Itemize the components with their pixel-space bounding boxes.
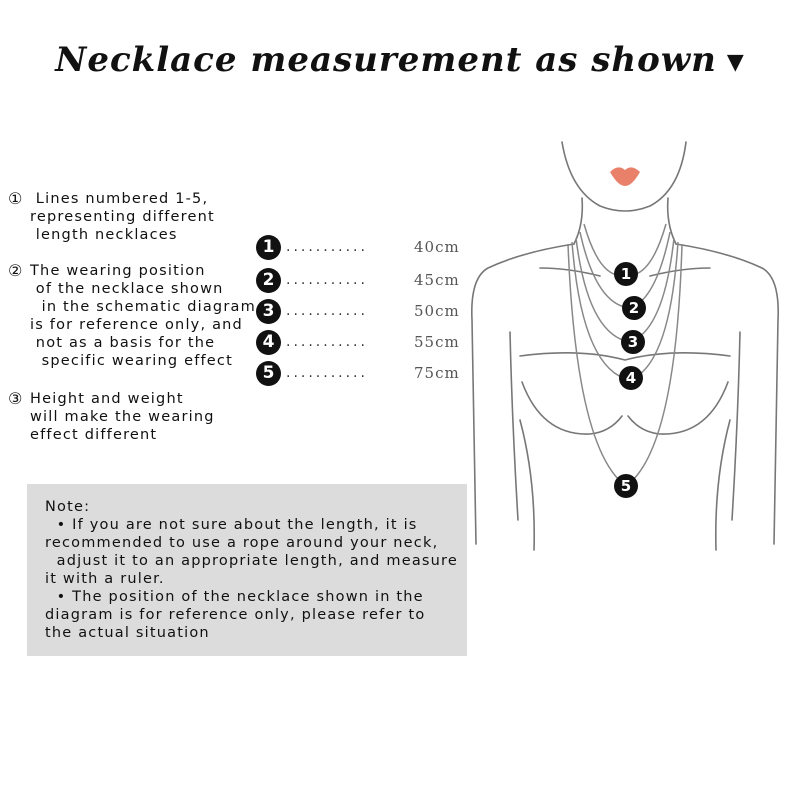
lips <box>610 167 640 186</box>
legend-dots-4: ........... <box>286 334 368 350</box>
info-text-1: Lines numbered 1-5, representing different length necklaces <box>30 191 215 243</box>
info-item-2 <box>8 262 256 370</box>
legend-row-40cm <box>256 235 466 261</box>
legend-dots-3: ........... <box>286 303 368 319</box>
info-item-1 <box>8 190 215 244</box>
info-number-1: ① <box>8 189 24 208</box>
shoulder-right <box>676 244 778 544</box>
figure-label-1: 1 <box>614 262 638 286</box>
armpit-right <box>732 332 740 520</box>
legend-number-5: 5 <box>256 361 281 386</box>
figure-label-2: 2 <box>622 296 646 320</box>
legend-length-1: 40cm <box>414 238 460 256</box>
legend-row-55cm <box>256 330 466 356</box>
legend-dots-2: ........... <box>286 272 368 288</box>
waist-left <box>520 420 534 550</box>
legend-number-2: 2 <box>256 268 281 293</box>
legend-length-2: 45cm <box>414 271 460 289</box>
info-text-2: The wearing position of the necklace shown in the schematic diagram is for reference only, and not as a basis for the specific wearing effect <box>30 263 256 369</box>
legend-row-50cm <box>256 299 466 325</box>
legend-number-3: 3 <box>256 299 281 324</box>
armpit-left <box>510 332 518 520</box>
legend-row-45cm <box>256 268 466 294</box>
info-item-3 <box>8 390 215 444</box>
necklace-50cm <box>576 238 674 342</box>
down-arrow-icon: ▼ <box>726 49 745 75</box>
legend-length-4: 55cm <box>414 333 460 351</box>
page-title <box>0 40 800 80</box>
top-line <box>520 353 730 360</box>
legend-dots-5: ........... <box>286 365 368 381</box>
info-number-3: ③ <box>8 389 24 408</box>
breast-right <box>628 382 728 434</box>
shoulder-left <box>472 244 574 544</box>
legend-length-5: 75cm <box>414 364 460 382</box>
note-box <box>27 484 467 656</box>
figure-label-5: 5 <box>614 474 638 498</box>
waist-right <box>716 420 730 550</box>
title-text: Necklace measurement as shown <box>55 40 717 80</box>
legend-length-3: 50cm <box>414 302 460 320</box>
legend-number-1: 1 <box>256 235 281 260</box>
breast-left <box>522 382 622 434</box>
figure-label-3: 3 <box>621 330 645 354</box>
figure-label-4: 4 <box>619 366 643 390</box>
info-number-2: ② <box>8 261 24 280</box>
info-text-3: Height and weight will make the wearing effect different <box>30 391 215 443</box>
legend-number-4: 4 <box>256 330 281 355</box>
legend-dots-1: ........... <box>286 239 368 255</box>
note-text: Note: • If you are not sure about the length, it is recommended to use a rope around your neck, adjust it to an appropriate length, and measure it with a ruler. • The position of the necklace shown in the diagram is for reference only, please refer to the actual situation <box>45 499 459 641</box>
legend-row-75cm <box>256 361 466 387</box>
torso-figure <box>450 120 800 564</box>
